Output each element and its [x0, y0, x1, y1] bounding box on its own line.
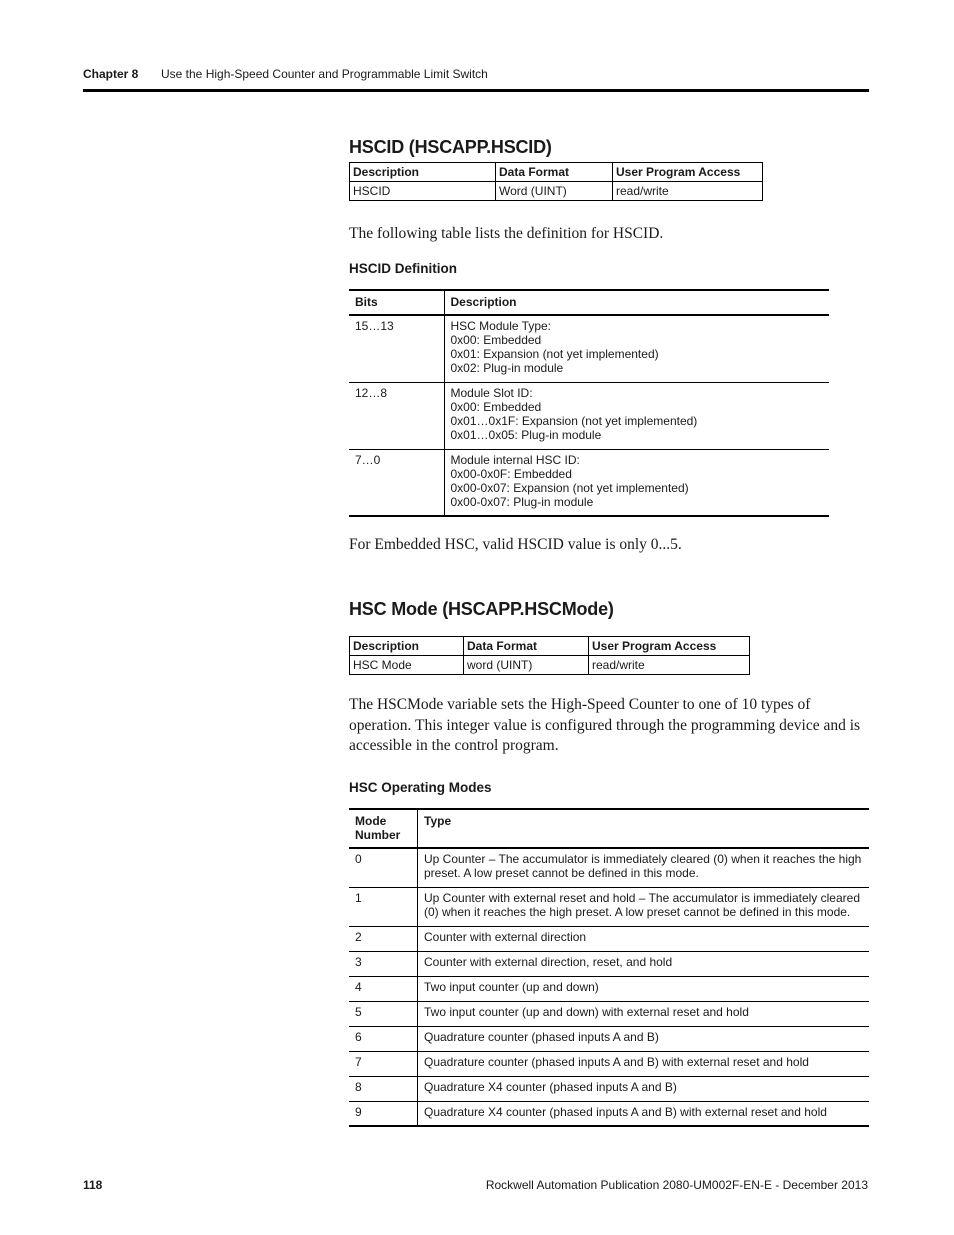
hscmode-format-table — [349, 636, 750, 675]
mode-cell: 3 — [349, 951, 418, 976]
hsc-modes-table-wrap — [349, 808, 869, 1127]
hscid-note: For Embedded HSC, valid HSCID value is only 0...5. — [349, 536, 682, 553]
table-header-cell: Data Format — [496, 163, 613, 182]
table-row — [350, 182, 763, 201]
mode-cell: 0 — [349, 848, 418, 887]
mode-cell: 6 — [349, 1026, 418, 1051]
table-header-row — [349, 290, 829, 315]
table-header-cell: User Program Access — [613, 163, 763, 182]
type-cell: Quadrature X4 counter (phased inputs A and B) — [424, 1079, 677, 1094]
type-cell: Counter with external direction — [424, 929, 587, 944]
mode-cell: 8 — [349, 1076, 418, 1101]
bits-cell: 15…13 — [349, 315, 444, 382]
chapter-title: Use the High-Speed Counter and Programmable Limit Switch — [161, 67, 488, 81]
hscid-format-table — [349, 162, 763, 201]
description-cell: Module internal HSC ID: 0x00-0x0F: Embedded 0x00-0x07: Expansion (not yet implemented) 0x00-0x07: Plug-in module — [450, 452, 689, 509]
table-row — [349, 1026, 869, 1051]
table-header-cell: User Program Access — [589, 637, 750, 656]
header-rule — [83, 89, 869, 92]
type-cell: Up Counter – The accumulator is immediately cleared (0) when it reaches the high preset. A low preset cannot be defined in this mode. — [424, 852, 862, 880]
table-row — [349, 382, 829, 449]
description-cell: HSC Module Type: 0x00: Embedded 0x01: Expansion (not yet implemented) 0x02: Plug-in module — [450, 319, 659, 375]
bits-cell: 7…0 — [349, 449, 444, 516]
table-row — [349, 926, 869, 951]
table-row — [349, 887, 869, 926]
table-row — [349, 315, 829, 382]
type-cell: Quadrature counter (phased inputs A and B) — [424, 1029, 659, 1044]
chapter-label: Chapter 8 — [83, 67, 139, 81]
type-cell: Quadrature X4 counter (phased inputs A and B) with external reset and hold — [424, 1104, 827, 1119]
table-header-cell: Mode Number — [349, 809, 418, 848]
table-cell: read/write — [613, 182, 763, 201]
hscmode-heading: HSC Mode (HSCAPP.HSCMode) — [349, 599, 614, 619]
table-cell: HSC Mode — [350, 656, 464, 675]
table-cell: read/write — [589, 656, 750, 675]
hsc-modes-table — [349, 808, 869, 1127]
table-row — [349, 1101, 869, 1126]
type-cell: Counter with external direction, reset, and hold — [424, 954, 673, 969]
table-row — [350, 656, 750, 675]
type-cell: Quadrature counter (phased inputs A and B) with external reset and hold — [424, 1054, 809, 1069]
table-header-cell: Description — [350, 637, 464, 656]
type-cell: Up Counter with external reset and hold – The accumulator is immediately cleared (0) when it reaches the high preset. A low preset cannot be defined in this mode. — [424, 890, 860, 919]
page-number: 118 — [83, 1178, 103, 1192]
type-cell: Two input counter (up and down) with external reset and hold — [424, 1004, 749, 1019]
table-header-row — [350, 637, 750, 656]
hscid-definition-table — [349, 289, 829, 517]
table-row — [349, 976, 869, 1001]
hscid-heading: HSCID (HSCAPP.HSCID) — [349, 137, 552, 157]
table-row — [349, 1051, 869, 1076]
hscid-definition-caption: HSCID Definition — [349, 261, 457, 276]
mode-cell: 7 — [349, 1051, 418, 1076]
table-cell: Word (UINT) — [496, 182, 613, 201]
table-cell: HSCID — [350, 182, 496, 201]
hscmode-paragraph: The HSCMode variable sets the High-Speed Counter to one of 10 types of operation. This integer value is configured through the programming device and is accessible in the control program. — [349, 696, 861, 754]
table-row — [349, 1001, 869, 1026]
description-cell: Module Slot ID: 0x00: Embedded 0x01…0x1F: Expansion (not yet implemented) 0x01…0x05: Plug-in module — [450, 385, 698, 442]
table-header-cell: Description — [350, 163, 496, 182]
table-cell: word (UINT) — [464, 656, 589, 675]
table-row — [349, 951, 869, 976]
table-header-cell: Bits — [349, 290, 444, 315]
publication-info: Rockwell Automation Publication 2080-UM002F-EN-E - December 2013 — [485, 1178, 868, 1192]
table-header-cell: Type — [424, 814, 452, 828]
hsc-modes-caption: HSC Operating Modes — [349, 780, 492, 795]
mode-cell: 9 — [349, 1101, 418, 1126]
bits-cell: 12…8 — [349, 382, 444, 449]
mode-cell: 1 — [349, 887, 418, 926]
table-header-row — [349, 809, 869, 848]
table-row — [349, 848, 869, 887]
hscid-intro: The following table lists the definition for HSCID. — [349, 225, 664, 242]
table-header-cell: Description — [450, 295, 517, 309]
table-row — [349, 449, 829, 516]
type-cell: Two input counter (up and down) — [424, 979, 599, 994]
mode-cell: 4 — [349, 976, 418, 1001]
table-header-row — [350, 163, 763, 182]
mode-cell: 5 — [349, 1001, 418, 1026]
mode-cell: 2 — [349, 926, 418, 951]
table-header-cell: Data Format — [464, 637, 589, 656]
hscid-definition-table-wrap — [349, 289, 829, 517]
table-row — [349, 1076, 869, 1101]
